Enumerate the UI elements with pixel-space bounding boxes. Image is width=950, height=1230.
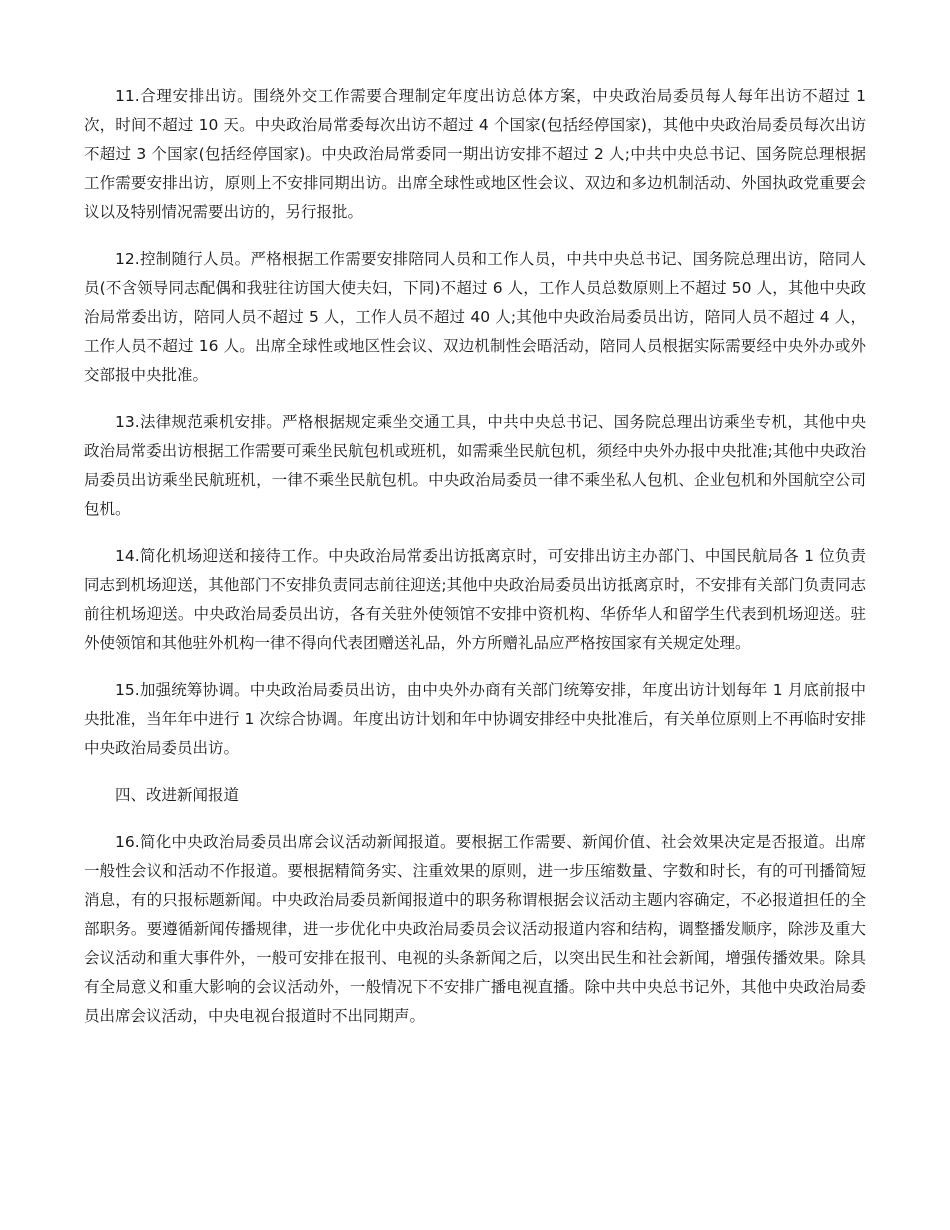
paragraph-16: 16.简化中央政治局委员出席会议活动新闻报道。要根据工作需要、新闻价值、社会效果决定是否报道。出席一般性会议和活动不作报道。要根据精简务实、注重效果的原则，进一步压缩数量、字数和时长，有的可刊播简短消息，有的只报标题新闻。中央政治局委员新闻报道中的职务称谓根据会议活动主题内容确定，不必报道担任的全部职务。要遵循新闻传播规律，进一步优化中央政治局委员会议活动报道内容和结构，调整播发顺序，除涉及重大会议活动和重大事件外，一般可安排在报刊、电视的头条新闻之后，以突出民生和社会新闻，增强传播效果。除具有全局意义和重大影响的会议活动外，一般情况下不安排广播电视直播。除中共中央总书记外，其他中央政治局委员出席会议活动，中央电视台报道时不出同期声。: [84, 833, 866, 1025]
paragraph-15: 15.加强统筹协调。中央政治局委员出访，由中央外办商有关部门统筹安排，年度出访计划每年 1 月底前报中央批准，当年年中进行 1 次综合协调。年度出访计划和年中协调安排经中央批准后，有关单位原则上不再临时安排中央政治局委员出访。: [84, 681, 866, 757]
document-page: [84, 82, 866, 1049]
paragraph-11: 11.合理安排出访。围绕外交工作需要合理制定年度出访总体方案，中央政治局委员每人每年出访不超过 1 次，时间不超过 10 天。中央政治局常委每次出访不超过 4 个国家(包括经停国家)，其他中央政治局委员每次出访不超过 3 个国家(包括经停国家)。中央政治局常委同一期出访安排不超过 2 人;中共中央总书记、国务院总理根据工作需要安排出访，原则上不安排同期出访。出席全球性或地区性会议、双边和多边机制活动、外国执政党重要会议以及特别情况需要出访的，另行报批。: [84, 87, 866, 221]
section-heading: 四、改进新闻报道: [115, 786, 240, 804]
paragraph-13: 13.法律规范乘机安排。严格根据规定乘坐交通工具，中共中央总书记、国务院总理出访乘坐专机，其他中央政治局常委出访根据工作需要可乘坐民航包机或班机，如需乘坐民航包机，须经中央外办报中央批准;其他中央政治局委员出访乘坐民航班机，一律不乘坐民航包机。中央政治局委员一律不乘坐私人包机、企业包机和外国航空公司包机。: [84, 413, 866, 518]
paragraph-14: 14.简化机场迎送和接待工作。中央政治局常委出访抵离京时，可安排出访主办部门、中国民航局各 1 位负责同志到机场迎送，其他部门不安排负责同志前往迎送;其他中央政治局委员出访抵离京时，不安排有关部门负责同志前往机场迎送。中央政治局委员出访，各有关驻外使领馆不安排中资机构、华侨华人和留学生代表到机场迎送。驻外使领馆和其他驻外机构一律不得向代表团赠送礼品，外方所赠礼品应严格按国家有关规定处理。: [84, 547, 866, 652]
paragraph-12: 12.控制随行人员。严格根据工作需要安排陪同人员和工作人员，中共中央总书记、国务院总理出访，陪同人员(不含领导同志配偶和我驻往访国大使夫妇，下同)不超过 6 人，工作人员总数原则上不超过 50 人，其他中央政治局常委出访，陪同人员不超过 5 人，工作人员不超过 40 人;其他中央政治局委员出访，陪同人员不超过 4 人，工作人员不超过 16 人。出席全球性或地区性会议、双边机制性会晤活动，陪同人员根据实际需要经中央外办或外交部报中央批准。: [84, 250, 866, 384]
